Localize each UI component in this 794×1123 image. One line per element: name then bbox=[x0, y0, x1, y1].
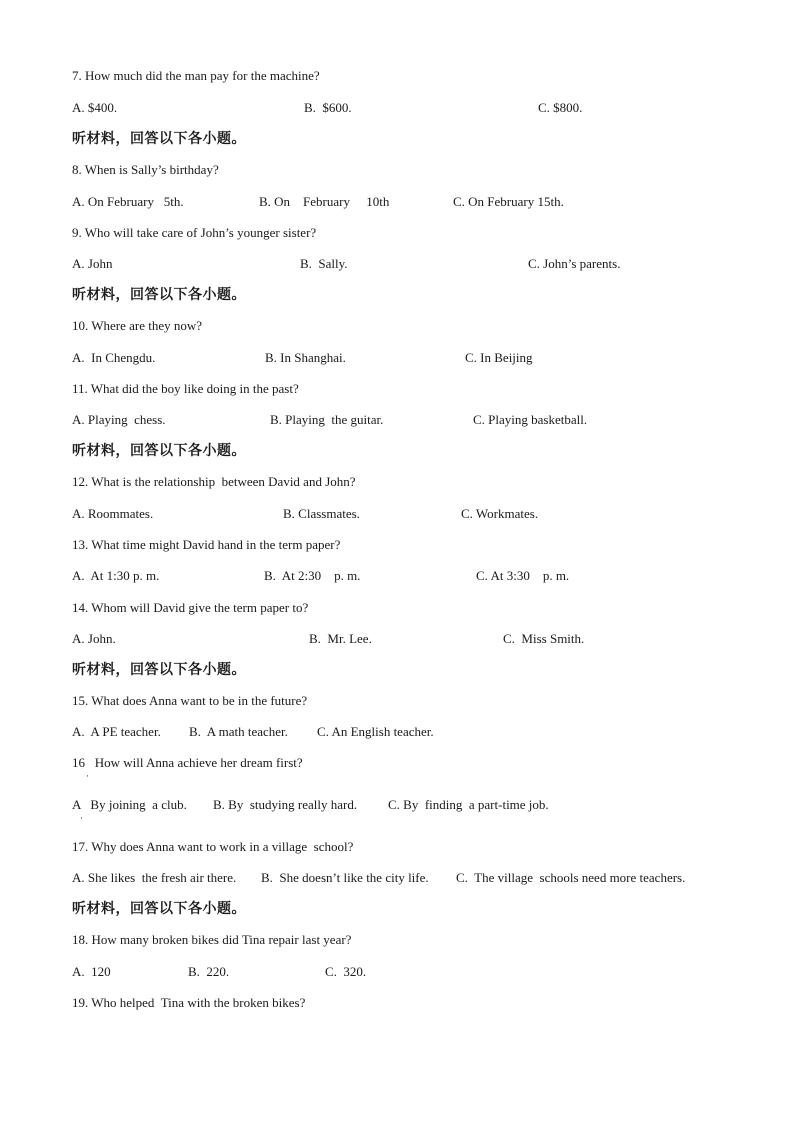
q13-option-b: B. At 2:30 p. m. bbox=[264, 568, 361, 583]
question-10: 10. Where are they now? bbox=[72, 318, 203, 333]
q15-option-a: A. A PE teacher. bbox=[72, 724, 161, 739]
q11-option-b: B. Playing the guitar. bbox=[270, 412, 384, 427]
question-7: 7. How much did the man pay for the machine? bbox=[72, 68, 320, 83]
q7-option-b: B. $600. bbox=[304, 100, 352, 115]
question-11: 11. What did the boy like doing in the past? bbox=[72, 381, 299, 396]
q13-option-a: A. At 1:30 p. m. bbox=[72, 568, 160, 583]
q11-option-c: C. Playing basketball. bbox=[473, 412, 588, 427]
stray-mark: · bbox=[86, 771, 89, 781]
section-heading: 听材料，回答以下各小题。 bbox=[72, 443, 246, 459]
question-12: 12. What is the relationship between David and John? bbox=[72, 474, 356, 489]
question-17: 17. Why does Anna want to work in a village school? bbox=[72, 839, 354, 854]
q17-option-c: C. The village schools need more teachers. bbox=[456, 870, 686, 885]
q18-option-a: A. 120 bbox=[72, 964, 111, 979]
q14-option-b: B. Mr. Lee. bbox=[309, 631, 372, 646]
question-15: 15. What does Anna want to be in the future? bbox=[72, 693, 308, 708]
question-14: 14. Whom will David give the term paper to? bbox=[72, 600, 309, 615]
q9-option-a: A. John bbox=[72, 256, 113, 271]
section-heading: 听材料，回答以下各小题。 bbox=[72, 662, 246, 678]
question-8: 8. When is Sally’s birthday? bbox=[72, 162, 219, 177]
question-19: 19. Who helped Tina with the broken bikes? bbox=[72, 995, 306, 1010]
q15-option-b: B. A math teacher. bbox=[189, 724, 288, 739]
q10-option-b: B. In Shanghai. bbox=[265, 350, 346, 365]
q18-option-c: C. 320. bbox=[325, 964, 367, 979]
q12-option-b: B. Classmates. bbox=[283, 506, 360, 521]
q10-option-a: A. In Chengdu. bbox=[72, 350, 156, 365]
q16-option-a: A By joining a club. bbox=[72, 797, 187, 812]
q8-option-b: B. On February 10th bbox=[259, 194, 390, 209]
q16-option-c: C. By finding a part-time job. bbox=[388, 797, 549, 812]
section-heading: 听材料，回答以下各小题。 bbox=[72, 131, 246, 147]
q8-option-c: C. On February 15th. bbox=[453, 194, 564, 209]
q18-option-b: B. 220. bbox=[188, 964, 230, 979]
q17-option-b: B. She doesn’t like the city life. bbox=[261, 870, 429, 885]
question-18: 18. How many broken bikes did Tina repair last year? bbox=[72, 932, 352, 947]
q12-option-c: C. Workmates. bbox=[461, 506, 539, 521]
stray-mark: · bbox=[80, 813, 83, 823]
section-heading: 听材料，回答以下各小题。 bbox=[72, 901, 246, 917]
q12-option-a: A. Roommates. bbox=[72, 506, 154, 521]
question-13: 13. What time might David hand in the term paper? bbox=[72, 537, 341, 552]
section-heading: 听材料，回答以下各小题。 bbox=[72, 287, 246, 303]
q14-option-a: A. John. bbox=[72, 631, 116, 646]
question-16: 16 How will Anna achieve her dream first? bbox=[72, 755, 303, 770]
q13-option-c: C. At 3:30 p. m. bbox=[476, 568, 570, 583]
q9-option-b: B. Sally. bbox=[300, 256, 348, 271]
question-9: 9. Who will take care of John’s younger sister? bbox=[72, 225, 317, 240]
q14-option-c: C. Miss Smith. bbox=[503, 631, 585, 646]
q7-option-a: A. $400. bbox=[72, 100, 118, 115]
q16-option-b: B. By studying really hard. bbox=[213, 797, 358, 812]
q9-option-c: C. John’s parents. bbox=[528, 256, 621, 271]
q7-option-c: C. $800. bbox=[538, 100, 583, 115]
q11-option-a: A. Playing chess. bbox=[72, 412, 166, 427]
q10-option-c: C. In Beijing bbox=[465, 350, 533, 365]
q8-option-a: A. On February 5th. bbox=[72, 194, 184, 209]
q17-option-a: A. She likes the fresh air there. bbox=[72, 870, 237, 885]
q15-option-c: C. An English teacher. bbox=[317, 724, 434, 739]
